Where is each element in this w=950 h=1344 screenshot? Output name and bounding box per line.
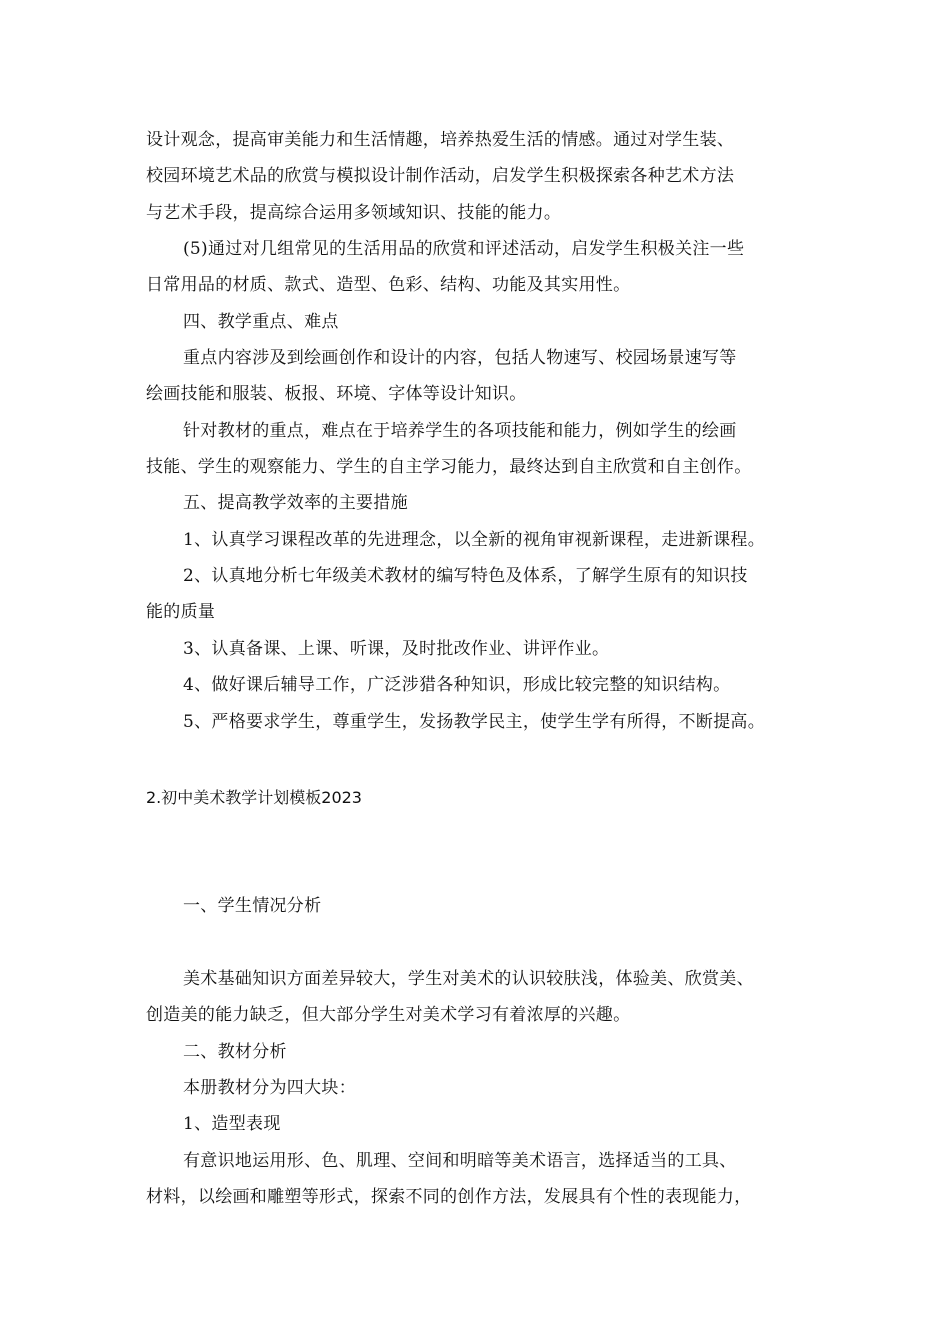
list-item: 1、造型表现 [183, 1114, 281, 1134]
text-line: 设计观念，提高审美能力和生活情趣，培养热爱生活的情感。通过对学生装、 [146, 130, 735, 150]
text-line: 有意识地运用形、色、肌理、空间和明暗等美术语言，选择适当的工具、 [183, 1151, 737, 1171]
text-line: 本册教材分为四大块： [183, 1078, 356, 1098]
section-heading: 一、学生情况分析 [183, 896, 322, 916]
list-item: 4、做好课后辅导工作，广泛涉猎各种知识，形成比较完整的知识结构。 [183, 675, 731, 695]
text-line: 技能、学生的观察能力、学生的自主学习能力，最终达到自主欣赏和自主创作。 [146, 457, 752, 477]
list-item: 5、严格要求学生，尊重学生，发扬教学民主，使学生学有所得，不断提高。 [183, 712, 766, 732]
list-item: 3、认真备课、上课、听课，及时批改作业、讲评作业。 [183, 639, 610, 659]
section-heading: 四、教学重点、难点 [183, 312, 339, 332]
text-line: 创造美的能力缺乏，但大部分学生对美术学习有着浓厚的兴趣。 [146, 1005, 631, 1025]
text-line: 重点内容涉及到绘画创作和设计的内容，包括人物速写、校园场景速写等 [183, 348, 737, 368]
text-line: 绘画技能和服装、板报、环境、字体等设计知识。 [146, 384, 527, 404]
document-subtitle: 2.初中美术教学计划模板2023 [146, 788, 362, 807]
section-heading: 五、提高教学效率的主要措施 [183, 493, 408, 513]
text-line: 校园环境艺术品的欣赏与模拟设计制作活动，启发学生积极探索各种艺术方法 [146, 166, 735, 186]
list-item: 2、认真地分析七年级美术教材的编写特色及体系，了解学生原有的知识技 [183, 566, 748, 586]
text-line: 能的质量 [146, 602, 216, 622]
list-item: 1、认真学习课程改革的先进理念，以全新的视角审视新课程，走进新课程。 [183, 530, 766, 550]
text-line: 美术基础知识方面差异较大，学生对美术的认识较肤浅，体验美、欣赏美、 [183, 969, 754, 989]
text-line: 针对教材的重点，难点在于培养学生的各项技能和能力，例如学生的绘画 [183, 421, 737, 441]
text-line: 日常用品的材质、款式、造型、色彩、结构、功能及其实用性。 [146, 275, 631, 295]
text-line: 与艺术手段，提高综合运用多领域知识、技能的能力。 [146, 203, 562, 223]
section-heading: 二、教材分析 [183, 1042, 287, 1062]
text-line: 材料，以绘画和雕塑等形式，探索不同的创作方法，发展具有个性的表现能力， [146, 1187, 752, 1207]
text-line: (5)通过对几组常见的生活用品的欣赏和评述活动，启发学生积极关注一些 [183, 239, 745, 259]
